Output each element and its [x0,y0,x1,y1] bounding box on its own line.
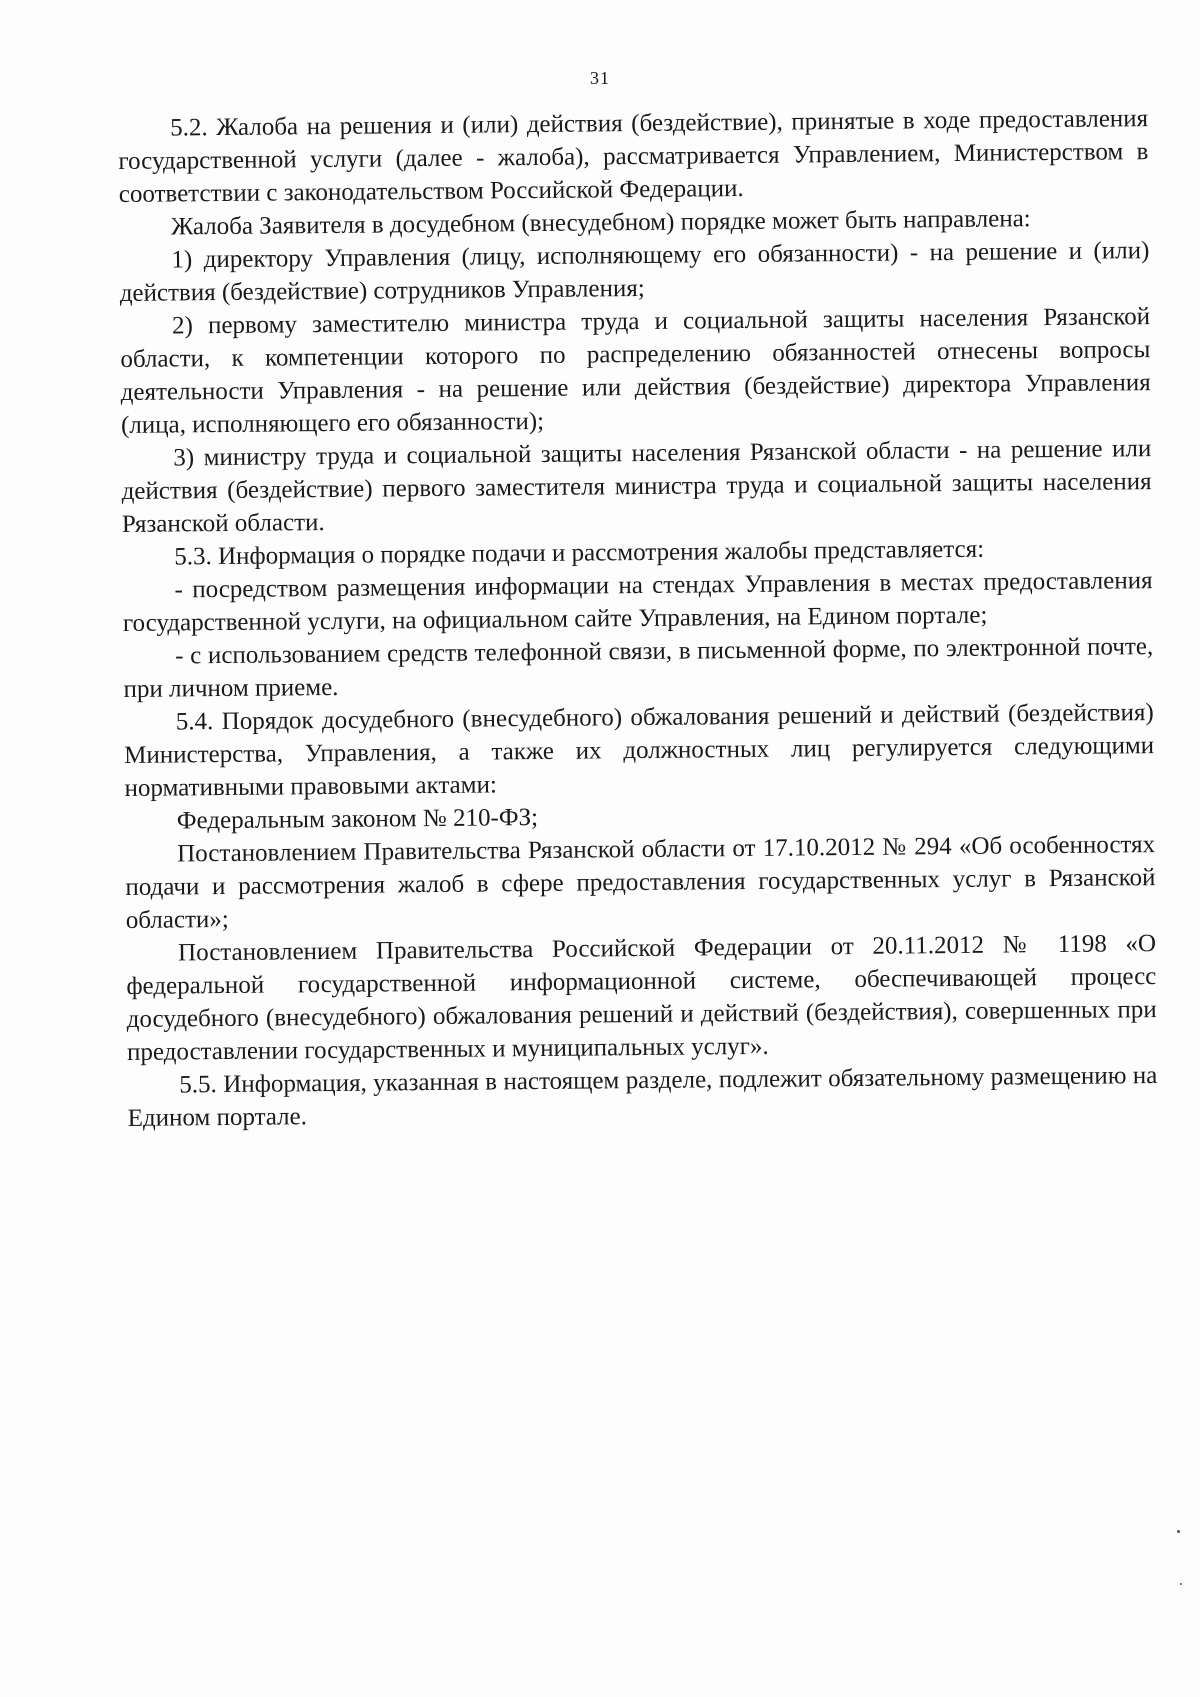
scan-speck [1180,1583,1182,1585]
paragraph-complaint-direction: Жалоба Заявителя в досудебном (внесудебном) порядке может быть направлена: [170,205,1031,241]
list-item-3: 3) министру труда и социальной защиты населения Рязанской области - на решение или действия (бездействие) первого заместителя министра труда и социальной защиты населения Рязанской области. [121,435,1152,538]
list-item-dash-1: - посредством размещения информации на стендах Управления в местах предоставления государственной услуги, на официальном сайте Управления, на Едином портале; [122,567,1153,637]
list-item-dash-2: - с использованием средств телефонной связи, в письменной форме, по электронной почте, при личном приеме. [123,633,1154,703]
paragraph-5-3: 5.3. Информация о порядке подачи и рассмотрения жалобы представляется: [174,535,985,571]
paragraph-5-2: 5.2. Жалоба на решения и (или) действия (бездействие), принятые в ходе предоставления государственной услуги (далее - жалоба), рассматривается Управлением, Министерством в соответствии с законодательством Российской Федерации. [118,105,1149,208]
list-item-1: 1) директору Управления (лицу, исполняющему его обязанности) - на решение и (или) действия (бездействие) сотрудников Управления; [119,237,1150,307]
document-body [118,102,1158,1135]
law-reference-294: Постановлением Правительства Рязанской области от 17.10.2012 № 294 «Об особенностях подачи и рассмотрения жалоб в сфере предоставления государственных услуг в Рязанской области»; [125,831,1156,934]
scan-speck [1177,1530,1180,1533]
law-reference-1198: Постановлением Правительства Российской Федерации от 20.11.2012 № 1198 «О федеральной государственной информационной системе, обеспечивающей процесс досудебного (внесудебного) обжалования решений и действий (бездействия), совершенных при предоставлении государственных и муниципальных услуг». [126,930,1157,1066]
paragraph-5-5: 5.5. Информация, указанная в настоящем разделе, подлежит обязательному размещению на Едином портале. [127,1062,1158,1132]
page-number: 31 [590,68,610,88]
list-item-2: 2) первому заместителю министра труда и социальной защиты населения Рязанской области, к компетенции которого по распределению обязанностей отнесены вопросы деятельности Управления - на решение или действия (бездействие) директора Управления (лица, исполняющего его обязанности); [120,303,1151,439]
paragraph-5-4: 5.4. Порядок досудебного (внесудебного) обжалования решений и действий (бездействия) Министерства, Управления, а также их должностных лиц регулируется следующими нормативными правовыми актами: [124,699,1155,802]
law-reference-210: Федеральным законом № 210-ФЗ; [176,804,539,835]
